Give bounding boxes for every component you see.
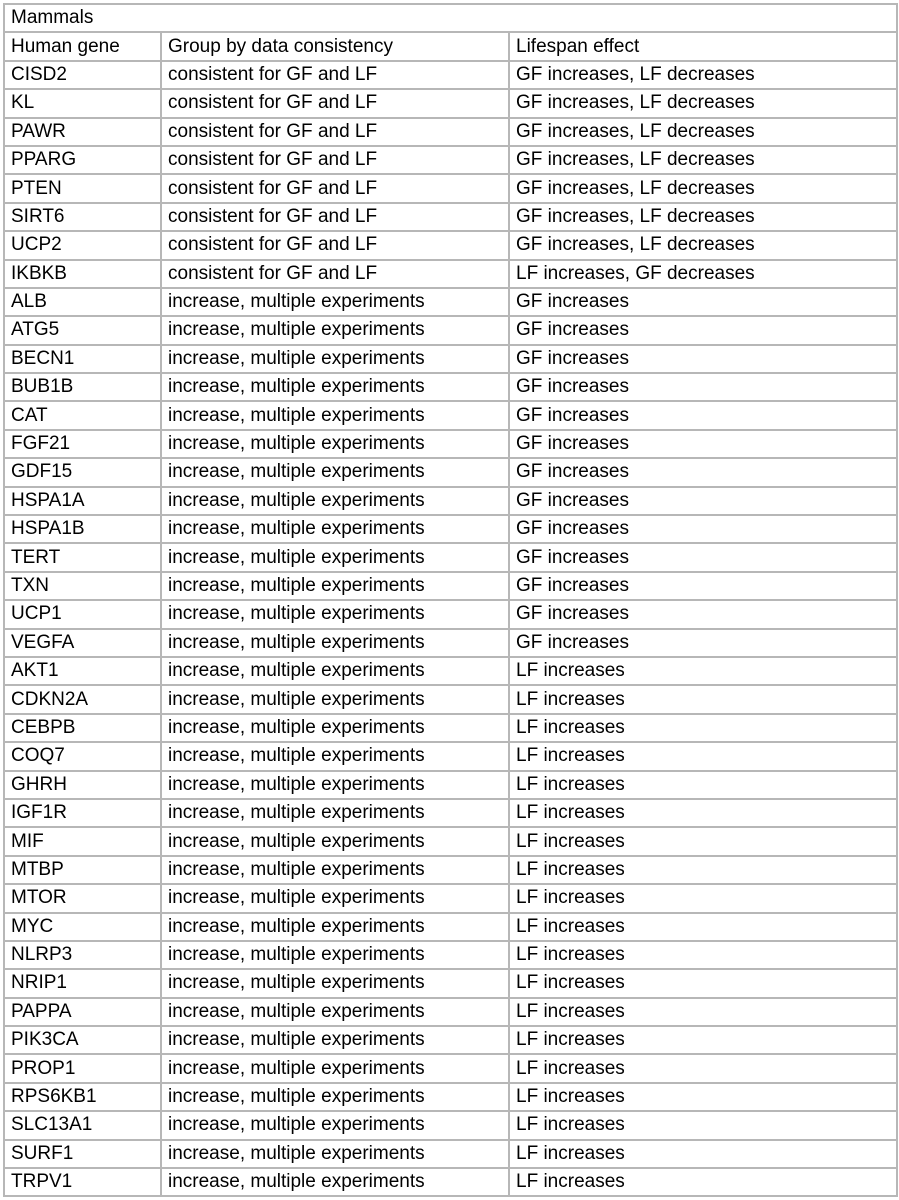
- cell-human-gene: SLC13A1: [4, 1111, 161, 1139]
- cell-group: increase, multiple experiments: [161, 998, 509, 1026]
- cell-human-gene: ATG5: [4, 316, 161, 344]
- cell-lifespan-effect: GF increases: [509, 515, 897, 543]
- cell-human-gene: MTOR: [4, 884, 161, 912]
- table-row: [4, 856, 897, 884]
- cell-group: consistent for GF and LF: [161, 231, 509, 259]
- cell-group: increase, multiple experiments: [161, 1026, 509, 1054]
- table-row: [4, 771, 897, 799]
- cell-lifespan-effect: GF increases, LF decreases: [509, 118, 897, 146]
- cell-human-gene: GDF15: [4, 458, 161, 486]
- cell-human-gene: KL: [4, 89, 161, 117]
- table-title-row: [4, 4, 897, 32]
- cell-human-gene: NRIP1: [4, 969, 161, 997]
- cell-lifespan-effect: GF increases, LF decreases: [509, 231, 897, 259]
- cell-human-gene: IKBKB: [4, 260, 161, 288]
- header-group-by-data-consistency: Group by data consistency: [161, 32, 509, 60]
- cell-lifespan-effect: LF increases: [509, 1140, 897, 1168]
- cell-group: increase, multiple experiments: [161, 487, 509, 515]
- table-row: [4, 742, 897, 770]
- cell-group: consistent for GF and LF: [161, 174, 509, 202]
- cell-lifespan-effect: GF increases: [509, 458, 897, 486]
- cell-human-gene: UCP1: [4, 600, 161, 628]
- cell-group: increase, multiple experiments: [161, 913, 509, 941]
- cell-group: increase, multiple experiments: [161, 543, 509, 571]
- cell-group: increase, multiple experiments: [161, 884, 509, 912]
- cell-human-gene: PAPPA: [4, 998, 161, 1026]
- cell-group: increase, multiple experiments: [161, 1083, 509, 1111]
- table-row: [4, 146, 897, 174]
- table-row: [4, 884, 897, 912]
- cell-lifespan-effect: GF increases: [509, 345, 897, 373]
- table-body: [4, 4, 897, 1196]
- cell-group: increase, multiple experiments: [161, 657, 509, 685]
- cell-human-gene: PROP1: [4, 1054, 161, 1082]
- cell-group: increase, multiple experiments: [161, 742, 509, 770]
- cell-human-gene: CEBPB: [4, 714, 161, 742]
- cell-lifespan-effect: GF increases: [509, 572, 897, 600]
- cell-lifespan-effect: GF increases: [509, 629, 897, 657]
- table-row: [4, 373, 897, 401]
- table-row: [4, 288, 897, 316]
- table-row: [4, 685, 897, 713]
- cell-lifespan-effect: GF increases: [509, 401, 897, 429]
- cell-human-gene: TERT: [4, 543, 161, 571]
- cell-group: increase, multiple experiments: [161, 288, 509, 316]
- cell-lifespan-effect: LF increases: [509, 1083, 897, 1111]
- cell-lifespan-effect: LF increases: [509, 998, 897, 1026]
- header-human-gene: Human gene: [4, 32, 161, 60]
- table-row: [4, 89, 897, 117]
- cell-group: consistent for GF and LF: [161, 260, 509, 288]
- table-row: [4, 1111, 897, 1139]
- cell-group: increase, multiple experiments: [161, 941, 509, 969]
- cell-lifespan-effect: GF increases, LF decreases: [509, 61, 897, 89]
- table-row: [4, 1140, 897, 1168]
- cell-group: increase, multiple experiments: [161, 1054, 509, 1082]
- table-row: [4, 231, 897, 259]
- table-row: [4, 118, 897, 146]
- cell-group: increase, multiple experiments: [161, 856, 509, 884]
- cell-group: increase, multiple experiments: [161, 629, 509, 657]
- cell-group: consistent for GF and LF: [161, 203, 509, 231]
- table-row: [4, 1054, 897, 1082]
- table-row: [4, 430, 897, 458]
- cell-lifespan-effect: GF increases, LF decreases: [509, 146, 897, 174]
- cell-group: increase, multiple experiments: [161, 345, 509, 373]
- cell-lifespan-effect: LF increases: [509, 1111, 897, 1139]
- table-row: [4, 487, 897, 515]
- cell-human-gene: PAWR: [4, 118, 161, 146]
- table-row: [4, 714, 897, 742]
- cell-human-gene: TRPV1: [4, 1168, 161, 1196]
- cell-human-gene: BUB1B: [4, 373, 161, 401]
- table-header-row: [4, 32, 897, 60]
- cell-lifespan-effect: GF increases: [509, 543, 897, 571]
- cell-group: increase, multiple experiments: [161, 515, 509, 543]
- cell-group: increase, multiple experiments: [161, 316, 509, 344]
- table-row: [4, 998, 897, 1026]
- cell-lifespan-effect: GF increases, LF decreases: [509, 203, 897, 231]
- cell-human-gene: ALB: [4, 288, 161, 316]
- table-row: [4, 1168, 897, 1196]
- table-row: [4, 969, 897, 997]
- cell-human-gene: CDKN2A: [4, 685, 161, 713]
- table-row: [4, 629, 897, 657]
- cell-group: consistent for GF and LF: [161, 118, 509, 146]
- cell-human-gene: UCP2: [4, 231, 161, 259]
- cell-human-gene: CISD2: [4, 61, 161, 89]
- cell-human-gene: CAT: [4, 401, 161, 429]
- cell-group: increase, multiple experiments: [161, 771, 509, 799]
- cell-human-gene: PTEN: [4, 174, 161, 202]
- cell-human-gene: FGF21: [4, 430, 161, 458]
- cell-group: increase, multiple experiments: [161, 799, 509, 827]
- table-row: [4, 203, 897, 231]
- cell-lifespan-effect: LF increases: [509, 657, 897, 685]
- cell-group: consistent for GF and LF: [161, 89, 509, 117]
- cell-human-gene: MTBP: [4, 856, 161, 884]
- table-row: [4, 941, 897, 969]
- table-row: [4, 61, 897, 89]
- table-row: [4, 657, 897, 685]
- cell-lifespan-effect: GF increases, LF decreases: [509, 89, 897, 117]
- header-lifespan-effect: Lifespan effect: [509, 32, 897, 60]
- cell-group: increase, multiple experiments: [161, 1111, 509, 1139]
- cell-human-gene: RPS6KB1: [4, 1083, 161, 1111]
- gene-table: [3, 3, 898, 1197]
- cell-lifespan-effect: LF increases: [509, 771, 897, 799]
- cell-group: increase, multiple experiments: [161, 430, 509, 458]
- table-row: [4, 515, 897, 543]
- cell-lifespan-effect: GF increases: [509, 373, 897, 401]
- cell-human-gene: PPARG: [4, 146, 161, 174]
- table-row: [4, 600, 897, 628]
- cell-group: increase, multiple experiments: [161, 1168, 509, 1196]
- cell-group: increase, multiple experiments: [161, 572, 509, 600]
- cell-group: increase, multiple experiments: [161, 969, 509, 997]
- table-row: [4, 458, 897, 486]
- cell-group: increase, multiple experiments: [161, 714, 509, 742]
- cell-lifespan-effect: GF increases: [509, 487, 897, 515]
- cell-lifespan-effect: LF increases: [509, 799, 897, 827]
- table-title: Mammals: [4, 4, 897, 32]
- table-row: [4, 799, 897, 827]
- cell-human-gene: IGF1R: [4, 799, 161, 827]
- cell-group: consistent for GF and LF: [161, 146, 509, 174]
- cell-human-gene: HSPA1B: [4, 515, 161, 543]
- cell-group: increase, multiple experiments: [161, 401, 509, 429]
- cell-group: increase, multiple experiments: [161, 827, 509, 855]
- cell-human-gene: AKT1: [4, 657, 161, 685]
- table-row: [4, 345, 897, 373]
- cell-human-gene: SIRT6: [4, 203, 161, 231]
- table-row: [4, 543, 897, 571]
- cell-lifespan-effect: LF increases: [509, 1026, 897, 1054]
- table-row: [4, 316, 897, 344]
- cell-lifespan-effect: LF increases: [509, 714, 897, 742]
- table-row: [4, 401, 897, 429]
- cell-lifespan-effect: GF increases: [509, 600, 897, 628]
- cell-lifespan-effect: GF increases: [509, 316, 897, 344]
- cell-human-gene: HSPA1A: [4, 487, 161, 515]
- cell-group: increase, multiple experiments: [161, 600, 509, 628]
- cell-group: increase, multiple experiments: [161, 685, 509, 713]
- cell-human-gene: SURF1: [4, 1140, 161, 1168]
- cell-human-gene: NLRP3: [4, 941, 161, 969]
- cell-human-gene: COQ7: [4, 742, 161, 770]
- cell-human-gene: TXN: [4, 572, 161, 600]
- cell-lifespan-effect: GF increases, LF decreases: [509, 174, 897, 202]
- cell-human-gene: GHRH: [4, 771, 161, 799]
- cell-lifespan-effect: LF increases: [509, 913, 897, 941]
- cell-human-gene: BECN1: [4, 345, 161, 373]
- cell-lifespan-effect: LF increases: [509, 1054, 897, 1082]
- cell-group: increase, multiple experiments: [161, 458, 509, 486]
- cell-human-gene: PIK3CA: [4, 1026, 161, 1054]
- table-row: [4, 913, 897, 941]
- table-row: [4, 1083, 897, 1111]
- cell-lifespan-effect: LF increases: [509, 827, 897, 855]
- cell-group: increase, multiple experiments: [161, 1140, 509, 1168]
- table-row: [4, 572, 897, 600]
- cell-human-gene: MIF: [4, 827, 161, 855]
- cell-lifespan-effect: LF increases: [509, 742, 897, 770]
- cell-lifespan-effect: GF increases: [509, 288, 897, 316]
- table-row: [4, 827, 897, 855]
- table-row: [4, 174, 897, 202]
- cell-lifespan-effect: LF increases: [509, 884, 897, 912]
- table-row: [4, 260, 897, 288]
- cell-group: consistent for GF and LF: [161, 61, 509, 89]
- table-row: [4, 1026, 897, 1054]
- cell-human-gene: MYC: [4, 913, 161, 941]
- cell-lifespan-effect: LF increases, GF decreases: [509, 260, 897, 288]
- table-container: [3, 3, 896, 1197]
- cell-lifespan-effect: LF increases: [509, 1168, 897, 1196]
- cell-lifespan-effect: LF increases: [509, 941, 897, 969]
- cell-lifespan-effect: LF increases: [509, 969, 897, 997]
- cell-human-gene: VEGFA: [4, 629, 161, 657]
- cell-lifespan-effect: LF increases: [509, 856, 897, 884]
- cell-lifespan-effect: LF increases: [509, 685, 897, 713]
- cell-group: increase, multiple experiments: [161, 373, 509, 401]
- cell-lifespan-effect: GF increases: [509, 430, 897, 458]
